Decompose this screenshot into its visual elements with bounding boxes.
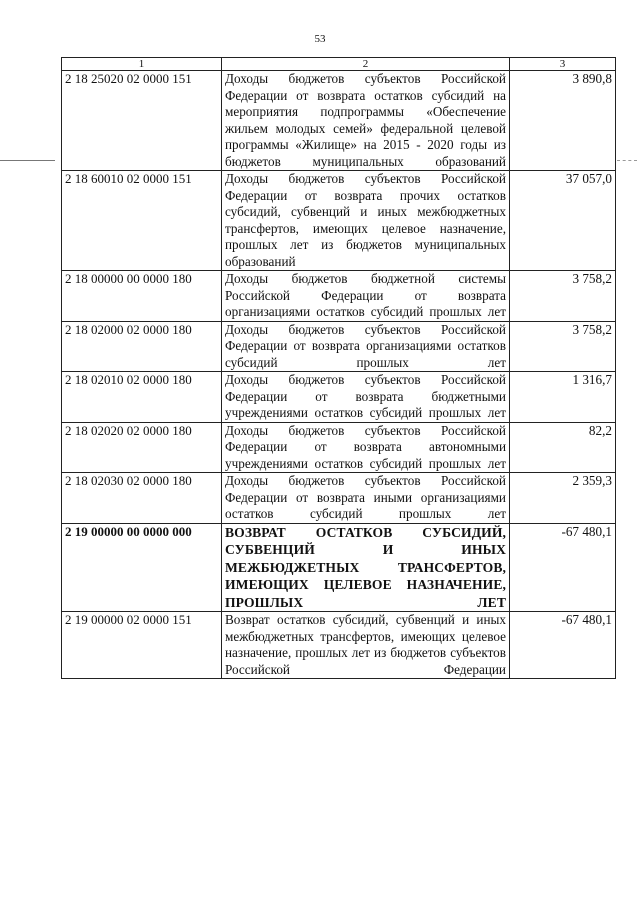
table-row (62, 372, 616, 423)
row-code: 2 18 02010 02 0000 180 (62, 372, 222, 423)
row-description: ВОЗВРАТ ОСТАТКОВ СУБСИДИЙ, СУБВЕНЦИЙ И ИНЫХ МЕЖБЮДЖЕТНЫХ ТРАНСФЕРТОВ, ИМЕЮЩИХ ЦЕЛЕВОЕ НАЗНАЧЕНИЕ, ПРОШЛЫХ ЛЕТ (222, 523, 510, 612)
table-row (62, 71, 616, 171)
row-description: Доходы бюджетов бюджетной системы Российской Федерации от возврата организациями остатков субсидий прошлых лет (222, 271, 510, 322)
row-code: 2 18 60010 02 0000 151 (62, 171, 222, 271)
row-amount: -67 480,1 (510, 612, 616, 679)
row-amount: 2 359,3 (510, 473, 616, 524)
table-row (62, 612, 616, 679)
table-header-row (62, 58, 616, 71)
row-amount: 1 316,7 (510, 372, 616, 423)
page-number: 53 (314, 33, 326, 45)
budget-table (61, 57, 616, 679)
row-code: 2 18 02000 02 0000 180 (62, 321, 222, 372)
row-description: Доходы бюджетов субъектов Российской Федерации от возврата иными организациями остатков субсидий прошлых лет (222, 473, 510, 524)
row-description: Доходы бюджетов субъектов Российской Федерации от возврата остатков субсидий на мероприятия подпрограммы «Обеспечение жильем молодых семей» федеральной целевой программы «Жилище» на 2015 - 2020 годы из бюджетов муниципальных образований (222, 71, 510, 171)
column-header-amount: 3 (510, 58, 616, 71)
table-row (62, 523, 616, 612)
row-amount: 82,2 (510, 422, 616, 473)
column-header-description: 2 (222, 58, 510, 71)
table-row (62, 171, 616, 271)
row-description: Доходы бюджетов субъектов Российской Федерации от возврата бюджетными учреждениями остатков субсидий прошлых лет (222, 372, 510, 423)
row-amount: 3 890,8 (510, 71, 616, 171)
row-description: Доходы бюджетов субъектов Российской Федерации от возврата организациями остатков субсидий прошлых лет (222, 321, 510, 372)
row-code: 2 18 02020 02 0000 180 (62, 422, 222, 473)
row-description: Доходы бюджетов субъектов Российской Федерации от возврата автономными учреждениями остатков субсидий прошлых лет (222, 422, 510, 473)
row-code: 2 19 00000 00 0000 000 (62, 523, 222, 612)
row-code: 2 18 25020 02 0000 151 (62, 71, 222, 171)
row-code: 2 19 00000 02 0000 151 (62, 612, 222, 679)
table-row (62, 271, 616, 322)
row-code: 2 18 00000 00 0000 180 (62, 271, 222, 322)
row-amount: 3 758,2 (510, 321, 616, 372)
row-amount: 3 758,2 (510, 271, 616, 322)
row-description: Доходы бюджетов субъектов Российской Федерации от возврата прочих остатков субсидий, субвенций и иных межбюджетных трансфертов, имеющих целевое назначение, прошлых лет из бюджетов муниципальных образований (222, 171, 510, 271)
table-row (62, 321, 616, 372)
row-description: Возврат остатков субсидий, субвенций и иных межбюджетных трансфертов, имеющих целевое назначение, прошлых лет из бюджетов субъектов Российской Федерации (222, 612, 510, 679)
scan-mark-right (617, 160, 637, 161)
row-amount: -67 480,1 (510, 523, 616, 612)
table-row (62, 473, 616, 524)
row-amount: 37 057,0 (510, 171, 616, 271)
column-header-code: 1 (62, 58, 222, 71)
row-code: 2 18 02030 02 0000 180 (62, 473, 222, 524)
table-row (62, 422, 616, 473)
scan-mark-left (0, 160, 55, 161)
